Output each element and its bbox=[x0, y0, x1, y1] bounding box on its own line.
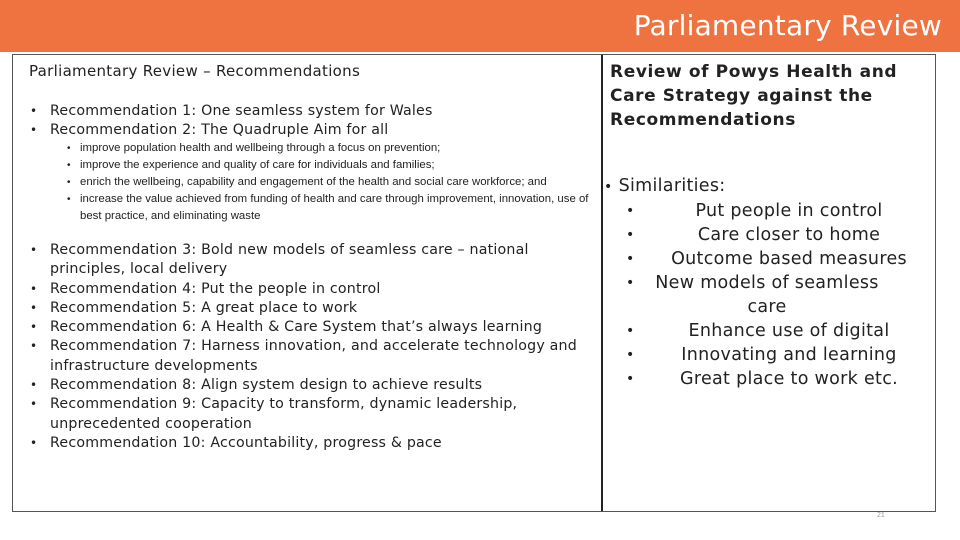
list-item: • Enhance use of digital bbox=[626, 321, 890, 341]
list-item: • Innovating and learning bbox=[626, 345, 897, 365]
list-item: • Recommendation 8: Align system design to achieve results bbox=[29, 376, 601, 395]
list-item: • Recommendation 7: Harness innovation, and accelerate technology and infrastructure developments bbox=[29, 337, 601, 376]
review-panel bbox=[602, 54, 936, 512]
banner-title: Parliamentary Review bbox=[633, 9, 942, 42]
list-item: • improve the experience and quality of care for individuals and families; bbox=[66, 157, 601, 174]
list-item: • Recommendation 5: A great place to work bbox=[29, 299, 601, 318]
list-item: • Recommendation 9: Capacity to transform, dynamic leadership, unprecedented cooperation bbox=[29, 395, 601, 434]
recommendations-panel bbox=[12, 54, 603, 512]
list-item: • increase the value achieved from funding of health and care through improvement, innovation, use of best practice, and eliminating waste bbox=[66, 191, 601, 225]
page-number: 21 bbox=[877, 512, 885, 519]
list-item: • Recommendation 4: Put the people in control bbox=[29, 280, 601, 299]
recommendations-list-more bbox=[29, 241, 601, 453]
list-item: • Great place to work etc. bbox=[626, 369, 898, 389]
list-item: • Recommendation 2: The Quadruple Aim for all bbox=[29, 121, 589, 140]
recommendations-list-top bbox=[29, 102, 589, 140]
similarities-label: • Similarities: bbox=[604, 176, 726, 196]
list-item: • improve population health and wellbeing through a focus on prevention; bbox=[66, 140, 601, 157]
list-item: • Care closer to home bbox=[626, 225, 881, 245]
list-item: • Recommendation 1: One seamless system for Wales bbox=[29, 102, 589, 121]
list-item: • Recommendation 3: Bold new models of seamless care – national principles, local delivery bbox=[29, 241, 601, 280]
quadruple-aim-sublist bbox=[66, 140, 601, 225]
header-banner bbox=[0, 0, 960, 52]
review-title: Review of Powys Health and Care Strategy against the Recommendations bbox=[610, 62, 898, 130]
list-item: • New models of seamless care bbox=[626, 273, 879, 317]
list-item: • Recommendation 6: A Health & Care System that’s always learning bbox=[29, 318, 601, 337]
list-item: • Recommendation 10: Accountability, progress & pace bbox=[29, 434, 601, 453]
list-item: • Outcome based measures bbox=[626, 249, 907, 269]
list-item: • enrich the wellbeing, capability and engagement of the health and social care workforce; and bbox=[66, 174, 601, 191]
list-item: • Put people in control bbox=[626, 201, 883, 221]
similarities-list bbox=[618, 199, 936, 391]
recommendations-title: Parliamentary Review – Recommendations bbox=[29, 62, 361, 80]
